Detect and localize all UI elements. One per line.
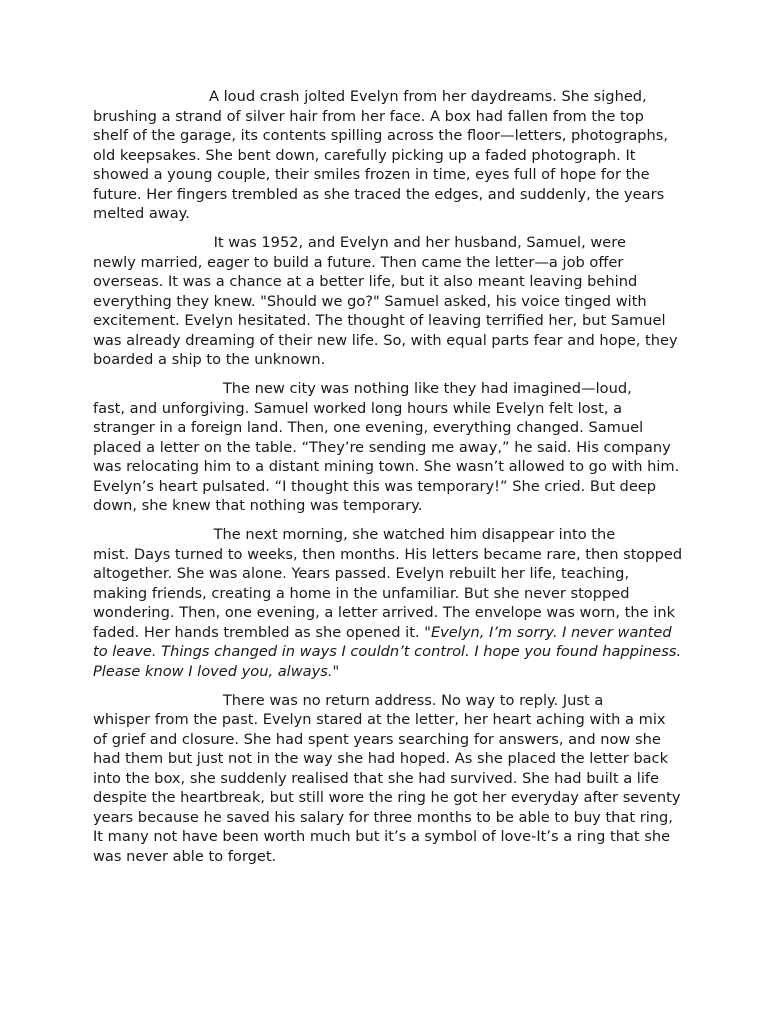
letter-quote: Evelyn, I’m sorry. I never wanted to leave. Things changed in ways I couldn’t control. I hope you found happiness. Please know I loved you, always. xyxy=(93,623,682,680)
paragraph-4-text: mist. Days turned to weeks, then months. His letters became rare, then stopped altogether. She was alone. Years passed. Evelyn rebuilt her life, teaching, making friends, creating a home in the unfamiliar. But she never stopped wondering. Then, one evening, a letter arrived. The envelope was worn, the ink faded. Her hands trembled as she opened it. " xyxy=(93,545,683,641)
story-body xyxy=(93,87,683,876)
letter-quote-close: " xyxy=(332,662,340,680)
paragraph-5-text: whisper from the past. Evelyn stared at the letter, her heart aching with a mix of grief and closure. She had spent years searching for answers, and now she had them but just not in the way she had hoped. As she placed the letter back into the box, she suddenly realised that she had survived. She had built a life despite the heartbreak, but still wore the ring he got her everyday after seventy years because he saved his salary for three months to be able to buy that ring, It many not have been worth much but it’s a symbol of love-It’s a ring that she was never able to forget. xyxy=(93,711,681,865)
paragraph-1 xyxy=(93,87,683,224)
paragraph-3 xyxy=(93,379,683,516)
paragraph-3-text: fast, and unforgiving. Samuel worked long hours while Evelyn felt lost, a stranger in a foreign land. Then, one evening, everything changed. Samuel placed a letter on the table. “They’re sending me away,” he said. His company was relocating him to a distant mining town. She wasn’t allowed to go with him. Evelyn’s heart pulsated. “I thought this was temporary!” She cried. But deep down, she knew that nothing was temporary. xyxy=(93,399,680,514)
paragraph-5 xyxy=(93,691,683,867)
paragraph-2-first-line: It was 1952, and Evelyn and her husband, Samuel, were xyxy=(93,234,626,251)
paragraph-4 xyxy=(93,525,683,681)
paragraph-1-first-line: A loud crash jolted Evelyn from her daydreams. She sighed, xyxy=(93,88,647,105)
paragraph-2 xyxy=(93,233,683,370)
paragraph-4-first-line: The next morning, she watched him disappear into the xyxy=(93,526,616,543)
paragraph-5-first-line: There was no return address. No way to reply. Just a xyxy=(93,691,604,709)
paragraph-2-text: newly married, eager to build a future. Then came the letter—a job offer overseas. It was a chance at a better life, but it also meant leaving behind everything they knew. "Should we go?" Samuel asked, his voice tinged with excitement. Evelyn hesitated. The thought of leaving terrified her, but Samuel was already dreaming of their new life. So, with equal parts fear and hope, they boarded a ship to the unknown. xyxy=(93,253,678,368)
paragraph-3-first-line: The new city was nothing like they had imagined—loud, xyxy=(93,380,632,397)
paragraph-1-text: brushing a strand of silver hair from her face. A box had fallen from the top shelf of the garage, its contents spilling across the floor—letters, photographs, old keepsakes. She bent down, carefully picking up a faded photograph. It showed a young couple, their smiles frozen in time, eyes full of hope for the future. Her fingers trembled as she traced the edges, and suddenly, the years melted away. xyxy=(93,107,669,222)
